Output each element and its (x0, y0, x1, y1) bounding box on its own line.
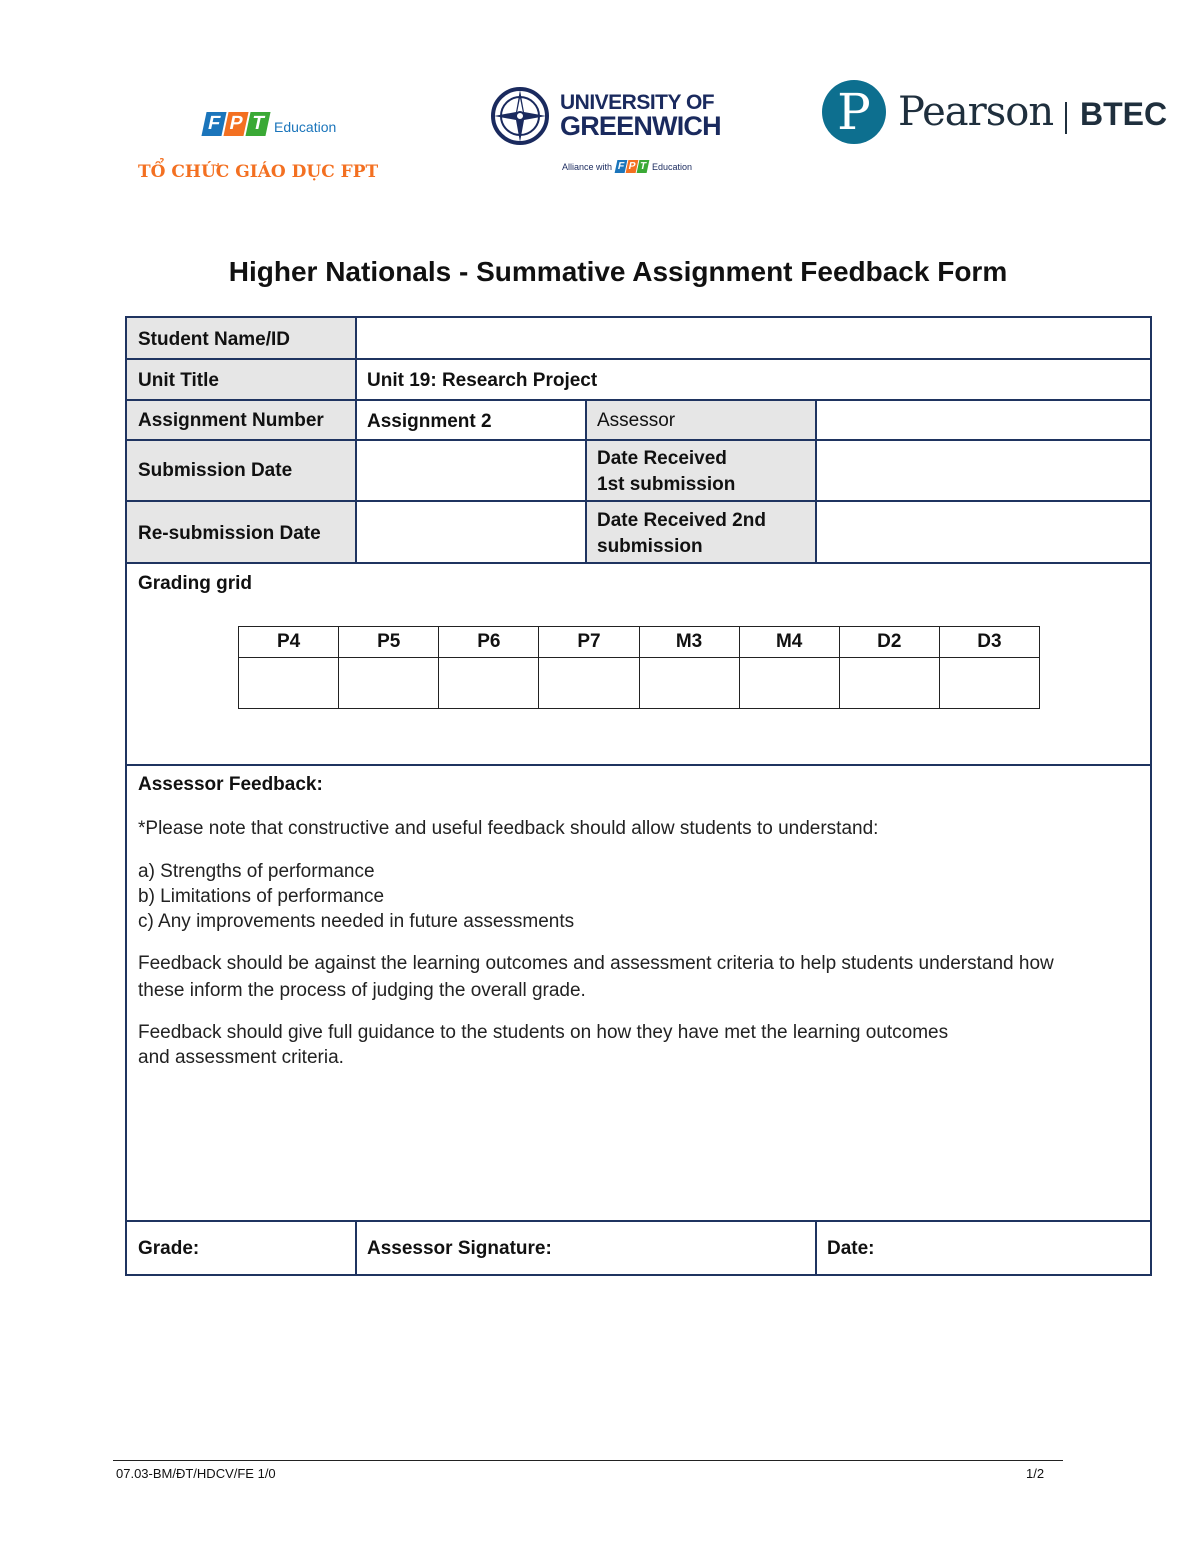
fpt-tile-f: F (201, 112, 226, 136)
row-divider (127, 500, 1150, 502)
footer-page-number: 1/2 (1026, 1466, 1045, 1481)
unit-title-label: Unit Title (138, 370, 219, 391)
grade-cell-p6[interactable] (439, 658, 539, 709)
feedback-point-b: b) Limitations of performance (138, 886, 385, 907)
resubmission-date-label: Re-submission Date (138, 523, 321, 544)
assignment-number-value: Assignment 2 (367, 411, 492, 432)
row-divider (127, 439, 1150, 441)
row-divider (127, 358, 1150, 360)
compass-icon (490, 86, 550, 146)
grade-criterion-p5: P5 (339, 627, 439, 658)
grading-grid (238, 626, 1040, 709)
grade-cell-p5[interactable] (339, 658, 439, 709)
col-divider (355, 1220, 357, 1274)
date-label: Date: (827, 1238, 875, 1259)
uog-name-line2: GREENWICH (560, 111, 721, 141)
resubmission-date-field[interactable] (367, 521, 577, 547)
feedback-para1-line1: Feedback should be against the learning outcomes and assessment criteria to help students understand how (138, 953, 1054, 974)
btec-word: BTEC (1080, 96, 1168, 132)
grading-grid-label: Grading grid (138, 573, 252, 594)
mini-fpt-mark (615, 160, 650, 173)
pearson-icon: P (822, 80, 886, 144)
date-received-2-label (597, 508, 766, 560)
assessor-signature-label: Assessor Signature: (367, 1238, 552, 1259)
date-received-1-field[interactable] (827, 458, 1137, 484)
mini-tile-p: P (627, 161, 637, 172)
col-divider (815, 1220, 817, 1274)
col-divider (355, 318, 357, 562)
fpt-education-logo (138, 112, 420, 192)
assessor-feedback-title: Assessor Feedback: (138, 774, 323, 795)
date-received-1-line1: Date Received (597, 448, 727, 469)
page-title: Higher Nationals - Summative Assignment Feedback Form (228, 256, 1008, 287)
row-divider (127, 562, 1150, 564)
assignment-number-label: Assignment Number (138, 410, 324, 431)
feedback-note: *Please note that constructive and useful feedback should allow students to understand: (138, 818, 879, 839)
row-divider (127, 399, 1150, 401)
logo-separator (1065, 102, 1067, 134)
date-received-1-line2: 1st submission (597, 474, 736, 495)
assessor-label: Assessor (597, 410, 676, 431)
pearson-word: Pearson (898, 89, 1054, 135)
alliance-prefix: Alliance with (562, 161, 613, 172)
grade-label: Grade: (138, 1238, 200, 1259)
grade-criterion-m4: M4 (739, 627, 839, 658)
grade-cell-d2[interactable] (839, 658, 939, 709)
university-of-greenwich-logo (490, 86, 720, 186)
date-received-2-field[interactable] (827, 521, 1137, 547)
feedback-point-a: a) Strengths of performance (138, 861, 375, 882)
pearson-btec-logo (822, 80, 1167, 155)
grade-cell-p4[interactable] (239, 658, 339, 709)
grade-cell-m3[interactable] (639, 658, 739, 709)
feedback-para2-line2: and assessment criteria. (138, 1047, 344, 1068)
submission-date-label: Submission Date (138, 460, 293, 481)
grade-criterion-d2: D2 (839, 627, 939, 658)
feedback-para2-line1: Feedback should give full guidance to the students on how they have met the learning outcomes (138, 1022, 949, 1043)
feedback-form (125, 316, 1152, 1276)
grade-criterion-p6: P6 (439, 627, 539, 658)
grade-criterion-p4: P4 (239, 627, 339, 658)
student-name-label: Student Name/ID (138, 329, 291, 350)
col-divider (585, 399, 587, 562)
grade-cell-p7[interactable] (539, 658, 639, 709)
submission-date-field[interactable] (367, 458, 577, 484)
col-divider (815, 399, 817, 562)
date-received-1-label (597, 446, 735, 498)
fpt-education-text: Education (274, 119, 337, 135)
date-received-2-line2: submission (597, 536, 703, 557)
grade-criterion-p7: P7 (539, 627, 639, 658)
row-divider (127, 764, 1150, 766)
feedback-para1-line2: these inform the process of judging the overall grade. (138, 980, 586, 1001)
uog-alliance (562, 160, 692, 173)
row-divider (127, 1220, 1150, 1222)
footer-divider (113, 1460, 1063, 1461)
fpt-tile-t: T (245, 112, 270, 136)
feedback-point-c: c) Any improvements needed in future assessments (138, 911, 575, 932)
fpt-tile-p: P (223, 112, 248, 136)
unit-title-value: Unit 19: Research Project (367, 370, 598, 391)
grade-criterion-d3: D3 (939, 627, 1039, 658)
mini-tile-t: T (637, 160, 650, 173)
alliance-suffix: Education (652, 161, 693, 172)
grade-cell-d3[interactable] (939, 658, 1039, 709)
grade-cell-m4[interactable] (739, 658, 839, 709)
uog-name-line1: UNIVERSITY OF (560, 91, 715, 114)
date-received-2-line1: Date Received 2nd (597, 510, 766, 531)
footer-document-code: 07.03-BM/ĐT/HDCV/FE 1/0 (116, 1466, 276, 1481)
grade-criterion-m3: M3 (639, 627, 739, 658)
fpt-org-name: TỔ CHỨC GIÁO DỤC FPT (138, 162, 379, 182)
mini-tile-f: F (615, 160, 628, 173)
